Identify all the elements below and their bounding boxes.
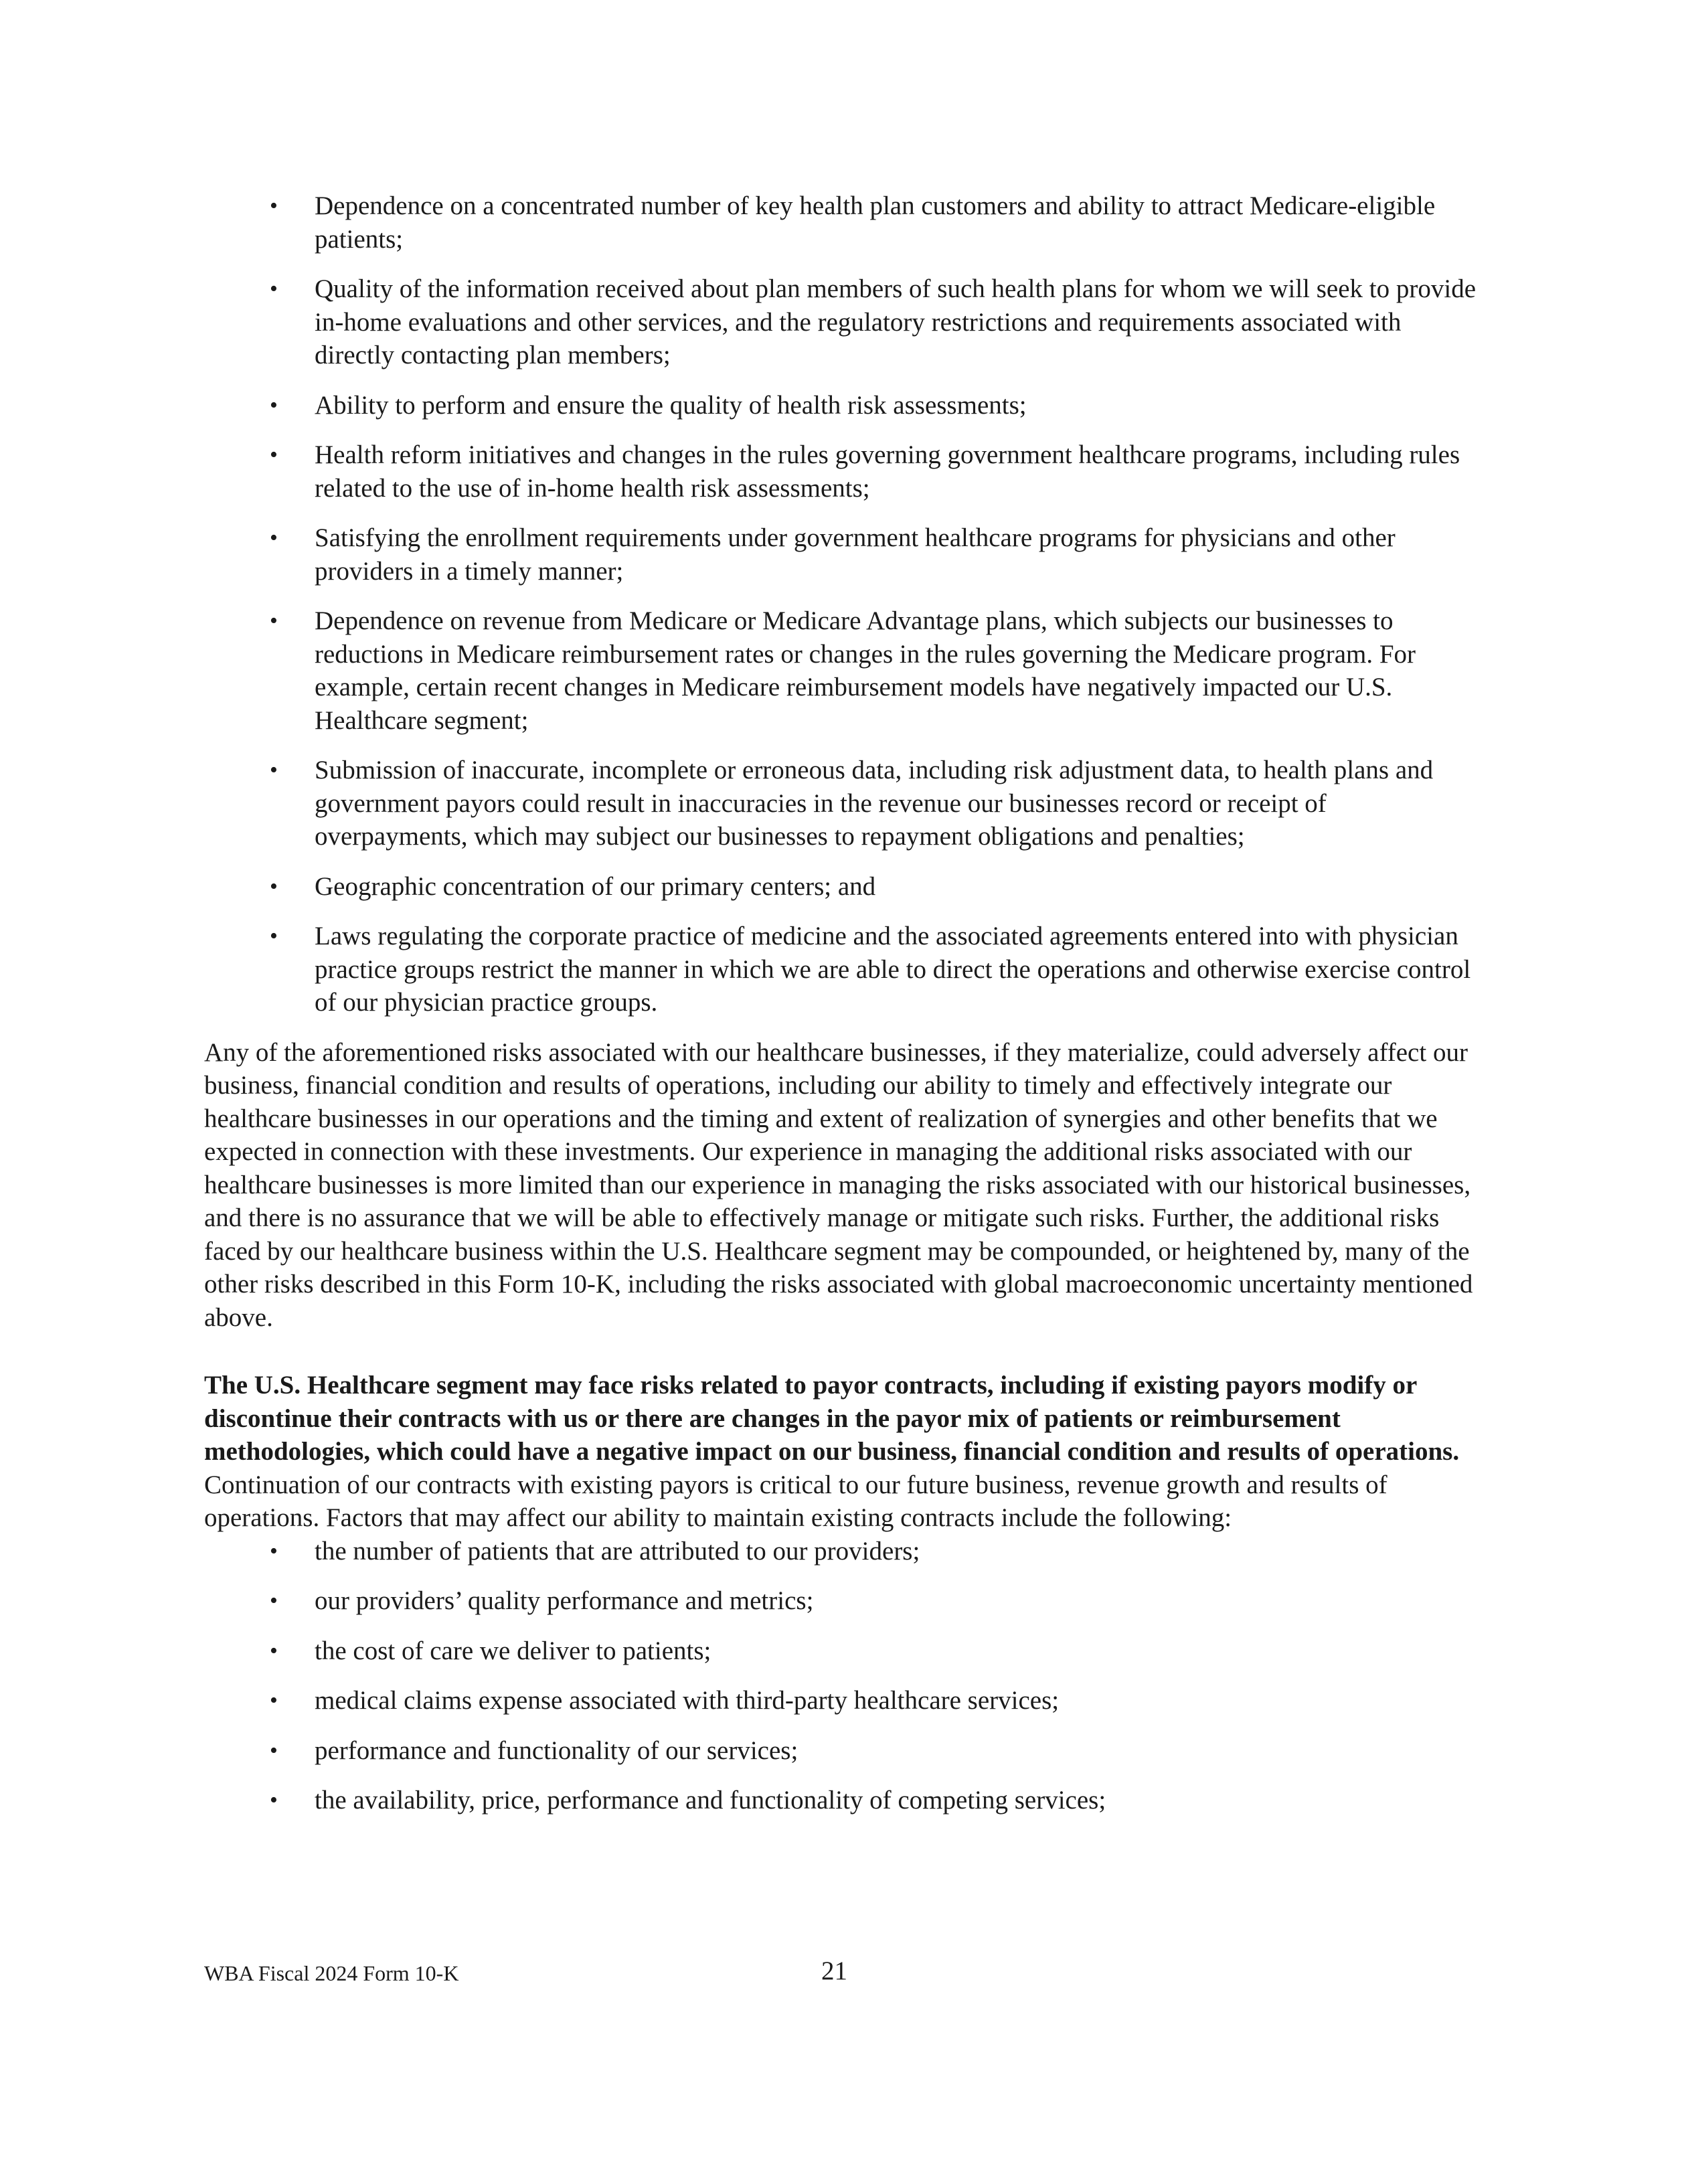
list-item: [204, 521, 1479, 588]
section-heading: The U.S. Healthcare segment may face risks related to payor contracts, including if existing payors modify or discontinue their contracts with us or there are changes in the payor mix of patients or reimbursement methodologies, which could have a negative impact on our business, financial condition and results of operations.: [204, 1371, 1460, 1466]
list-item-text: Dependence on a concentrated number of key health plan customers and ability to attract Medicare-eligible patients;: [315, 191, 1436, 254]
bullet-icon: •: [270, 1738, 278, 1763]
document-page: [204, 189, 1479, 1834]
bullet-icon: •: [270, 1638, 278, 1663]
list-item-text: the cost of care we deliver to patients;: [315, 1636, 711, 1665]
list-item-text: medical claims expense associated with third-party healthcare services;: [315, 1686, 1060, 1715]
list-item-text: our providers’ quality performance and metrics;: [315, 1586, 814, 1615]
bullet-icon: •: [270, 392, 278, 418]
footer-document-title: WBA Fiscal 2024 Form 10-K: [204, 1961, 459, 1985]
body-paragraph: Continuation of our contracts with existing payors is critical to our future business, revenue growth and results of operations. Factors that may affect our ability to maintain existing contracts include the following:: [204, 1470, 1387, 1532]
bullet-icon: •: [270, 758, 278, 782]
list-item-text: Submission of inaccurate, incomplete or erroneous data, including risk adjustment data, to health plans and government payors could result in inaccuracies in the revenue our businesses record or receipt of overpayments, which may subject our businesses to repayment obligations and penalties;: [315, 756, 1434, 851]
bullet-icon: •: [270, 525, 278, 550]
bullet-icon: •: [270, 924, 278, 948]
page-number: 21: [821, 1956, 847, 1985]
risk-factors-list: [204, 189, 1479, 1019]
list-item-text: the number of patients that are attributed to our providers;: [315, 1536, 920, 1566]
list-item: [204, 1684, 1479, 1717]
bullet-icon: •: [270, 193, 278, 218]
list-item: [204, 754, 1479, 853]
bullet-icon: •: [270, 1588, 278, 1613]
list-item-text: Satisfying the enrollment requirements under government healthcare programs for physicians and other providers in a timely manner;: [315, 523, 1396, 586]
list-item: [204, 189, 1479, 256]
list-item: [204, 870, 1479, 904]
list-item: [204, 1634, 1479, 1668]
body-paragraph: Any of the aforementioned risks associated with our healthcare businesses, if they materialize, could adversely affect our business, financial condition and results of operations, including our ability to timely and effectively integrate our healthcare businesses in our operations and the timing and extent of realization of synergies and other benefits that we expected in connection with these investments. Our experience in managing the additional risks associated with our healthcare businesses is more limited than our experience in managing the risks associated with our historical businesses, and there is no assurance that we will be able to effectively manage or mitigate such risks. Further, the additional risks faced by our healthcare business within the U.S. Healthcare segment may be compounded, or heightened by, many of the other risks described in this Form 10-K, including the risks associated with global macroeconomic uncertainty mentioned above.: [204, 1037, 1473, 1332]
list-item-text: Ability to perform and ensure the quality of health risk assessments;: [315, 390, 1027, 420]
bullet-icon: •: [270, 276, 278, 301]
list-item-text: the availability, price, performance and functionality of competing services;: [315, 1786, 1106, 1815]
list-item-text: Quality of the information received about plan members of such health plans for whom we will seek to provide in-home evaluations and other services, and the regulatory restrictions and requirements associated with directly contacting plan members;: [315, 274, 1477, 369]
bullet-icon: •: [270, 442, 278, 467]
bullet-icon: •: [270, 1788, 278, 1813]
list-item-text: Health reform initiatives and changes in the rules governing government healthcare programs, including rules related to the use of in-home health risk assessments;: [315, 440, 1460, 503]
list-item: [204, 1734, 1479, 1768]
list-item-text: performance and functionality of our services;: [315, 1736, 798, 1765]
list-item: [204, 920, 1479, 1019]
contract-factors-list: [204, 1535, 1479, 1817]
list-item: [204, 438, 1479, 505]
list-item-text: Dependence on revenue from Medicare or Medicare Advantage plans, which subjects our businesses to reductions in Medicare reimbursement rates or changes in the rules governing the Medicare program. For example, certain recent changes in Medicare reimbursement models have negatively impacted our U.S. Healthcare segment;: [315, 606, 1416, 735]
bullet-icon: •: [270, 1538, 278, 1564]
list-item-text: Laws regulating the corporate practice of medicine and the associated agreements entered into with physician practice groups restrict the manner in which we are able to direct the operations and otherwise exercise control of our physician practice groups.: [315, 922, 1471, 1017]
list-item: [204, 1535, 1479, 1568]
list-item: [204, 389, 1479, 422]
list-item: [204, 604, 1479, 737]
list-item: [204, 1784, 1479, 1817]
bullet-icon: •: [270, 1688, 278, 1713]
bullet-icon: •: [270, 873, 278, 899]
bullet-icon: •: [270, 608, 278, 633]
list-item-text: Geographic concentration of our primary centers; and: [315, 871, 876, 901]
list-item: [204, 272, 1479, 372]
list-item: [204, 1584, 1479, 1618]
